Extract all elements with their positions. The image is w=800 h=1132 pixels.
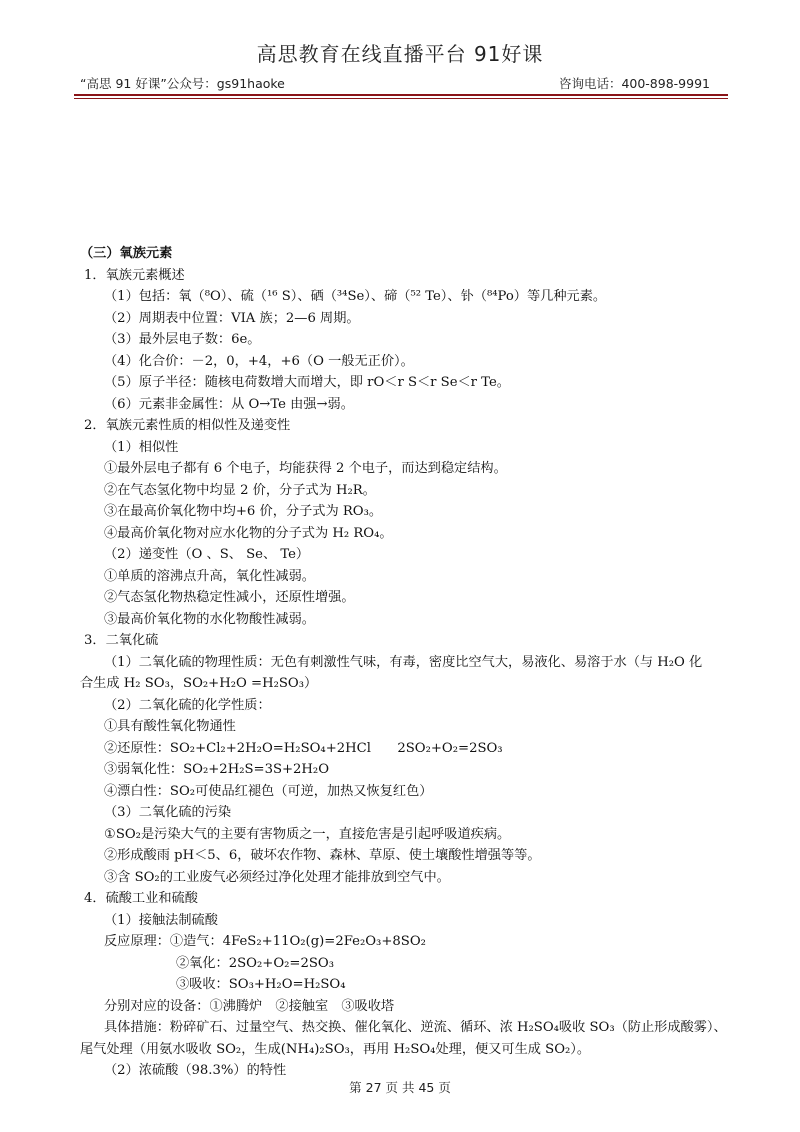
text-line: ③弱氧化性：SO₂+2H₂S=3S+2H₂O xyxy=(104,762,330,777)
text-line: ②在气态氢化物中均显 2 价，分子式为 H₂R。 xyxy=(104,482,376,498)
text-line: ③最高价氧化物的水化物酸性减弱。 xyxy=(104,611,315,627)
text-line: （1）相似性 xyxy=(104,439,179,455)
text-line: 1．氧族元素概述 xyxy=(84,267,185,283)
section-heading: （三）氧族元素 xyxy=(80,246,173,261)
text-line: 3．二氧化硫 xyxy=(84,633,159,648)
text-line: （2）二氧化硫的化学性质： xyxy=(104,697,271,713)
text-line: ④最高价氧化物对应水化物的分子式为 H₂ RO₄。 xyxy=(104,525,393,541)
text-line: （3）最外层电子数：6e。 xyxy=(104,332,261,347)
text-line: ②氧化：2SO₂+O₂=2SO₃ xyxy=(176,955,334,971)
text-line: （2）周期表中位置：VIA 族；2—6 周期。 xyxy=(104,310,360,326)
text-line: ③吸收：SO₃+H₂O=H₂SO₄ xyxy=(176,977,346,992)
text-line: ④漂白性：SO₂可使品红褪色（可逆，加热又恢复红色） xyxy=(104,783,433,799)
text-line: （1）二氧化硫的物理性质：无色有刺激性气味，有毒，密度比空气大，易液化、易溶于水（与 H₂O 化 xyxy=(104,654,703,670)
text-line: （1）包括：氧（⁸O）、硫（¹⁶ S）、硒（³⁴Se）、碲（⁵² Te）、钋（⁸⁴Po）等几种元素。 xyxy=(104,289,607,304)
text-line: 4．硫酸工业和硫酸 xyxy=(84,891,198,906)
phone-number: 咨询电话：400-898-9991 xyxy=(558,76,710,91)
text-line: ②还原性：SO₂+Cl₂+2H₂O=H₂SO₄+2HCl 2SO₂+O₂=2SO₃ xyxy=(104,740,503,756)
text-line: （2）递变性（O 、S、 Se、 Te） xyxy=(104,547,310,562)
page-footer: 第 27 页 共 45 页 xyxy=(349,1080,451,1095)
text-line: 合生成 H₂ SO₃，SO₂+H₂O =H₂SO₃） xyxy=(80,676,318,691)
text-line: ②气态氢化物热稳定性减小，还原性增强。 xyxy=(104,590,355,605)
text-line: （6）元素非金属性：从 O→Te 由强→弱。 xyxy=(104,396,354,412)
text-line: 反应原理：①造气：4FeS₂+11O₂(g)=2Fe₂O₃+8SO₂ xyxy=(104,934,426,949)
text-line: ③含 SO₂的工业废气必须经过净化处理才能排放到空气中。 xyxy=(104,869,450,885)
wechat-account: “高思 91 好课”公众号：gs91haoke xyxy=(80,76,285,91)
page-header-subline xyxy=(80,74,710,92)
text-line: 2．氧族元素性质的相似性及递变性 xyxy=(84,418,291,433)
text-line: 分别对应的设备：①沸腾炉 ②接触室 ③吸收塔 xyxy=(104,998,395,1014)
page-header-title: 高思教育在线直播平台 91好课 xyxy=(256,42,544,66)
text-line: ①单质的溶沸点升高，氧化性减弱。 xyxy=(104,568,315,584)
text-line: 具体措施：粉碎矿石、过量空气、热交换、催化氧化、逆流、循环、浓 H₂SO₄吸收 SO₃（防止形成酸雾）、 xyxy=(104,1020,727,1035)
text-line: ①具有酸性氧化物通性 xyxy=(104,719,236,734)
text-line: （2）浓硫酸（98.3%）的特性 xyxy=(104,1063,287,1078)
text-line: 尾气处理（用氨水吸收 SO₂，生成(NH₄)₂SO₃，再用 H₂SO₄处理，便又可生成 SO₂）。 xyxy=(80,1041,591,1057)
header-rule-thin xyxy=(74,98,728,99)
text-line: （3）二氧化硫的污染 xyxy=(104,805,232,820)
text-line: ③在最高价氧化物中均+6 价，分子式为 RO₃。 xyxy=(104,504,383,519)
text-line: （1）接触法制硫酸 xyxy=(104,912,218,928)
text-line: （5）原子半径：随核电荷数增大而增大，即 rO＜r S＜r Se＜r Te。 xyxy=(104,375,510,390)
text-line: ②形成酸雨 pH＜5、6，破坏农作物、森林、草原、使土壤酸性增强等等。 xyxy=(104,848,541,863)
text-line: ①SO₂是污染大气的主要有害物质之一，直接危害是引起呼吸道疾病。 xyxy=(104,826,511,842)
document-body xyxy=(80,243,728,1082)
header-rule-thick xyxy=(74,94,728,96)
text-line: （4）化合价：－2，0，+4，+6（O 一般无正价）。 xyxy=(104,353,414,369)
text-line: ①最外层电子都有 6 个电子，均能获得 2 个电子，而达到稳定结构。 xyxy=(104,461,507,476)
